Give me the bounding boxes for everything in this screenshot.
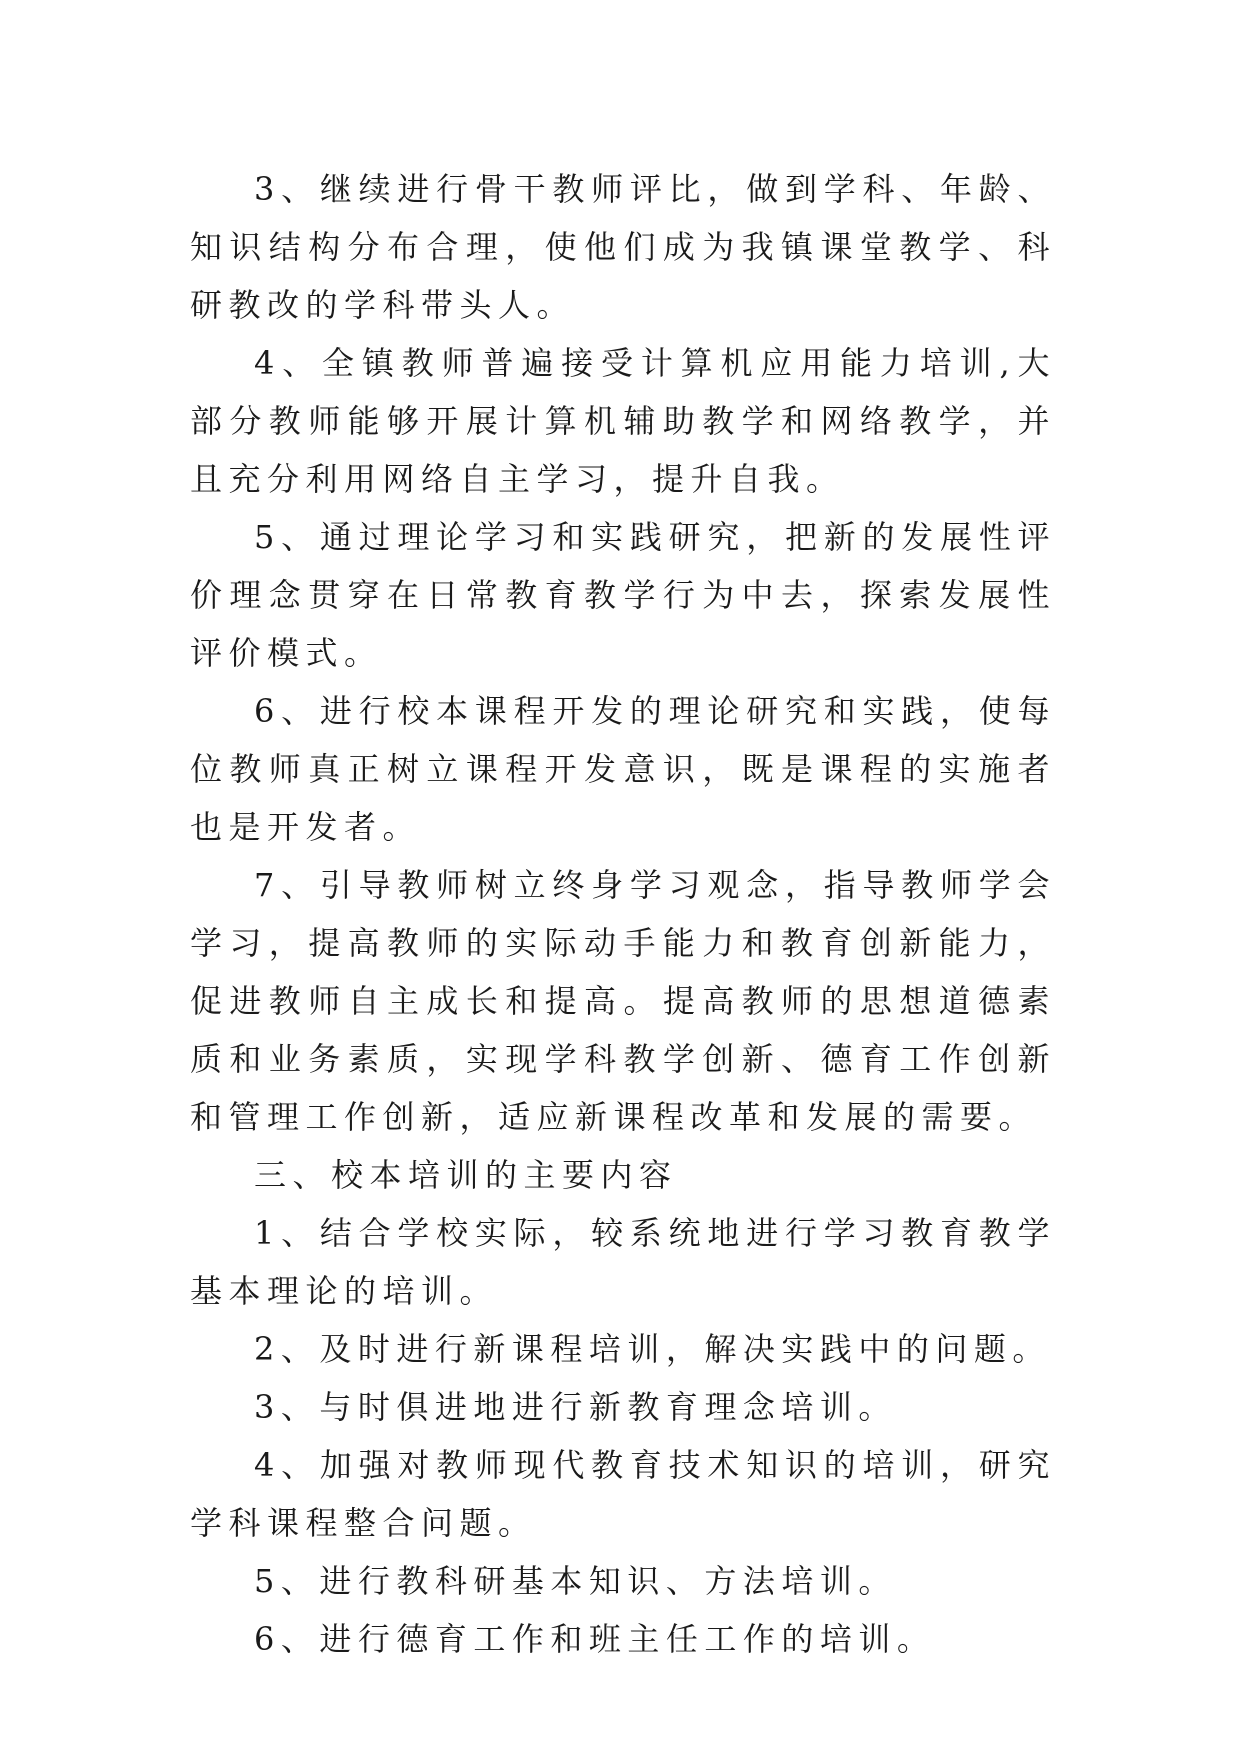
content-item-4: 4、加强对教师现代教育技术知识的培训，研究学科课程整合问题。 <box>190 1446 1056 1542</box>
content-item-2: 2、及时进行新课程培训，解决实践中的问题。 <box>254 1330 1051 1368</box>
content-item-3: 3、与时俱进地进行新教育理念培训。 <box>254 1388 897 1426</box>
document-body <box>190 160 1056 1668</box>
content-item-5: 5、进行教科研基本知识、方法培训。 <box>254 1562 897 1600</box>
paragraph-item-7: 7、引导教师树立终身学习观念，指导教师学会学习，提高教师的实际动手能力和教育创新能力，促进教师自主成长和提高。提高教师的思想道德素质和业务素质，实现学科教学创新、德育工作创新和管理工作创新，适应新课程改革和发展的需要。 <box>190 866 1056 1136</box>
paragraph-item-6: 6、进行校本课程开发的理论研究和实践，使每位教师真正树立课程开发意识，既是课程的实施者也是开发者。 <box>190 692 1056 846</box>
paragraph-item-3: 3、继续进行骨干教师评比，做到学科、年龄、知识结构分布合理，使他们成为我镇课堂教学、科研教改的学科带头人。 <box>190 170 1056 324</box>
section-heading: 三、校本培训的主要内容 <box>254 1156 678 1194</box>
content-item-1: 1、结合学校实际，较系统地进行学习教育教学基本理论的培训。 <box>190 1214 1056 1310</box>
content-item-6: 6、进行德育工作和班主任工作的培训。 <box>254 1620 936 1658</box>
paragraph-item-5: 5、通过理论学习和实践研究，把新的发展性评价理念贯穿在日常教育教学行为中去，探索发展性评价模式。 <box>190 518 1056 672</box>
paragraph-item-4: 4、全镇教师普遍接受计算机应用能力培训,大部分教师能够开展计算机辅助教学和网络教学，并且充分利用网络自主学习，提升自我。 <box>190 344 1056 498</box>
